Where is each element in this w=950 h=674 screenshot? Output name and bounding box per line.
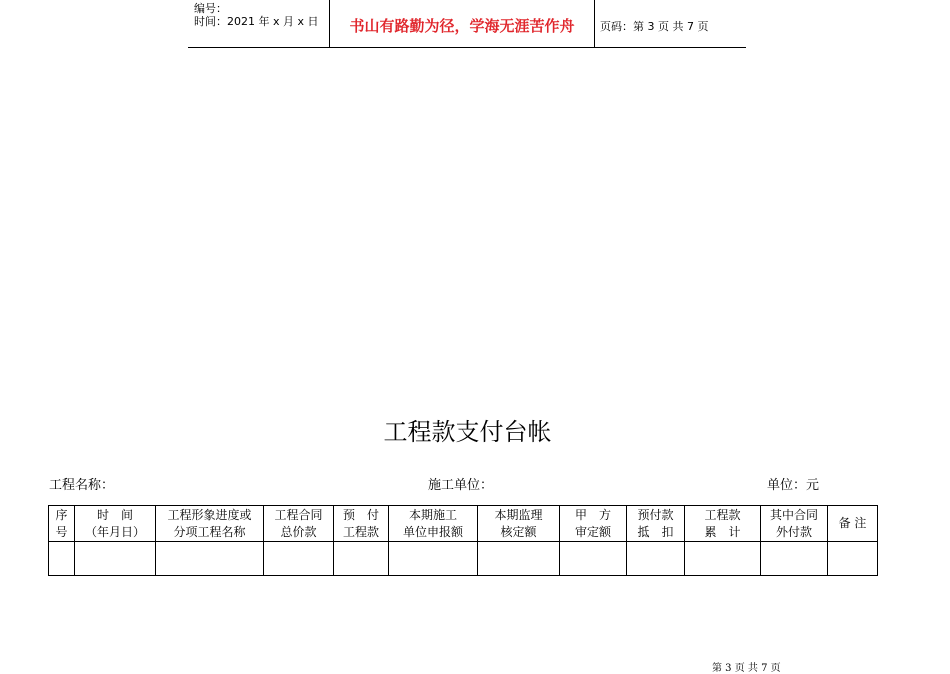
column-header-line: 工程款 bbox=[704, 507, 741, 522]
table-cell[interactable] bbox=[478, 542, 560, 576]
column-header-line: 本期监理 bbox=[494, 507, 543, 522]
table-cell[interactable] bbox=[389, 542, 478, 576]
column-header-line: 工程合同 bbox=[274, 507, 323, 522]
column-header bbox=[560, 506, 627, 542]
column-header bbox=[685, 506, 761, 542]
table-header-row bbox=[49, 506, 878, 542]
column-header bbox=[264, 506, 334, 542]
table-body bbox=[49, 542, 878, 576]
column-header-line: 号 bbox=[55, 524, 68, 539]
project-name-label: 工程名称： bbox=[49, 478, 115, 493]
column-header-line: 预 付 bbox=[342, 507, 379, 522]
column-header-line: 累 计 bbox=[704, 524, 741, 539]
column-header-line: 审定额 bbox=[574, 524, 611, 539]
document-time: 时间：2021 年 x 月 x 日 bbox=[194, 15, 319, 28]
column-header-line: 单位申报额 bbox=[402, 524, 463, 539]
column-header bbox=[627, 506, 685, 542]
column-header-line: 序 bbox=[55, 507, 68, 522]
column-header-line: 预付款 bbox=[637, 507, 674, 522]
table-cell[interactable] bbox=[627, 542, 685, 576]
column-header-line: 时 间 bbox=[96, 507, 133, 522]
table-cell[interactable] bbox=[685, 542, 761, 576]
column-header bbox=[75, 506, 156, 542]
page-header bbox=[188, 0, 746, 48]
column-header bbox=[478, 506, 560, 542]
column-header-line: 抵 扣 bbox=[637, 524, 674, 539]
table-cell[interactable] bbox=[560, 542, 627, 576]
table-row bbox=[49, 542, 878, 576]
currency-unit-label: 单位：元 bbox=[767, 478, 820, 493]
column-header bbox=[828, 506, 878, 542]
table-cell[interactable] bbox=[334, 542, 389, 576]
table-cell[interactable] bbox=[156, 542, 264, 576]
table-cell[interactable] bbox=[761, 542, 828, 576]
column-header bbox=[389, 506, 478, 542]
header-motto: 书山有路勤为径，学海无涯苦作舟 bbox=[349, 17, 575, 35]
column-header-line: 工程形象进度或 bbox=[167, 507, 252, 522]
column-header bbox=[156, 506, 264, 542]
document-number-label: 编号： bbox=[194, 2, 227, 15]
column-header bbox=[49, 506, 75, 542]
column-header-line: 工程款 bbox=[342, 524, 379, 539]
document-title: 工程款支付台帐 bbox=[383, 418, 552, 446]
column-header-line: 甲 方 bbox=[574, 507, 611, 522]
column-header-line: 总价款 bbox=[280, 524, 317, 539]
header-meta bbox=[194, 2, 330, 28]
header-page-info: 页码：第 3 页 共 7 页 bbox=[600, 20, 709, 33]
table-cell[interactable] bbox=[828, 542, 878, 576]
table-cell[interactable] bbox=[75, 542, 156, 576]
table-cell[interactable] bbox=[264, 542, 334, 576]
column-header-line: 外付款 bbox=[775, 524, 812, 539]
column-header-line: 其中合同 bbox=[769, 507, 818, 522]
column-header bbox=[761, 506, 828, 542]
column-header-line: 核定额 bbox=[500, 524, 537, 539]
column-header-line: 本期施工 bbox=[408, 507, 457, 522]
column-header-line: （年月日） bbox=[84, 524, 145, 539]
table-cell[interactable] bbox=[49, 542, 75, 576]
column-header-line: 备 注 bbox=[838, 516, 867, 530]
column-header bbox=[334, 506, 389, 542]
payment-ledger-table bbox=[48, 505, 878, 576]
column-header-line: 分项工程名称 bbox=[173, 524, 246, 539]
header-divider bbox=[594, 0, 595, 47]
construction-unit-label: 施工单位： bbox=[428, 478, 494, 493]
page-footer: 第 3 页 共 7 页 bbox=[712, 663, 781, 674]
